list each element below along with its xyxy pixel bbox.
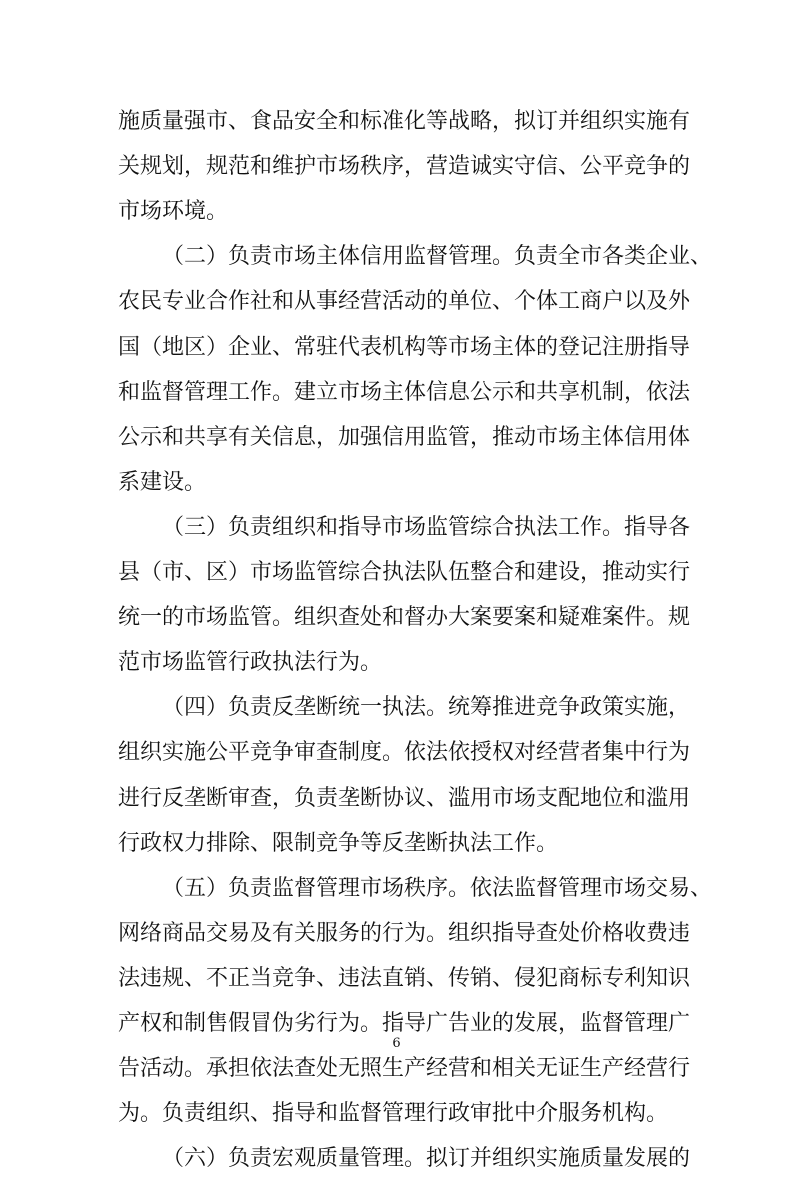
page-number: 6 bbox=[392, 1036, 401, 1051]
text-line: 进行反垄断审查，负责垄断协议、滥用市场支配地位和滥用 bbox=[118, 785, 691, 811]
text-line: 和监督管理工作。建立市场主体信息公示和共享机制，依法 bbox=[118, 379, 691, 405]
text-line: 市场环境。 bbox=[118, 199, 229, 225]
text-line: 系建设。 bbox=[118, 469, 207, 495]
text-line: 法违规、不正当竞争、违法直销、传销、侵犯商标专利知识 bbox=[118, 965, 691, 991]
text-line: 组织实施公平竞争审查制度。依法依授权对经营者集中行为 bbox=[118, 740, 691, 766]
text-line: 国（地区）企业、常驻代表机构等市场主体的登记注册指导 bbox=[118, 334, 691, 360]
text-line: （三）负责组织和指导市场监管综合执法工作。指导各 bbox=[162, 514, 691, 540]
text-line: 告活动。承担依法查处无照生产经营和相关无证生产经营行 bbox=[118, 1056, 691, 1082]
text-line: 农民专业合作社和从事经营活动的单位、个体工商户以及外 bbox=[118, 289, 691, 315]
text-line: 产权和制售假冒伪劣行为。指导广告业的发展，监督管理广 bbox=[118, 1011, 691, 1036]
text-line: 为。负责组织、指导和监督管理行政审批中介服务机构。 bbox=[118, 1101, 669, 1127]
text-line: （六）负责宏观质量管理。拟订并组织实施质量发展的 bbox=[162, 1146, 691, 1172]
text-line: 县（市、区）市场监管综合执法队伍整合和建设，推动实行 bbox=[118, 560, 691, 585]
text-line: 关规划，规范和维护市场秩序，营造诚实守信、公平竞争的 bbox=[118, 154, 691, 180]
text-line: （五）负责监督管理市场秩序。依法监督管理市场交易、 bbox=[162, 875, 713, 901]
text-line: 范市场监管行政执法行为。 bbox=[118, 650, 383, 676]
text-line: 行政权力排除、限制竞争等反垄断执法工作。 bbox=[118, 830, 559, 856]
text-line: 统一的市场监管。组织查处和督办大案要案和疑难案件。规 bbox=[118, 605, 691, 631]
text-line: 公示和共享有关信息，加强信用监管，推动市场主体信用体 bbox=[118, 424, 691, 450]
text-line: 施质量强市、食品安全和标准化等战略，拟订并组织实施有 bbox=[118, 109, 691, 134]
text-line: （二）负责市场主体信用监督管理。负责全市各类企业、 bbox=[162, 244, 713, 270]
text-line: 网络商品交易及有关服务的行为。组织指导查处价格收费违 bbox=[118, 920, 691, 946]
text-line: （四）负责反垄断统一执法。统筹推进竞争政策实施， bbox=[162, 695, 691, 721]
